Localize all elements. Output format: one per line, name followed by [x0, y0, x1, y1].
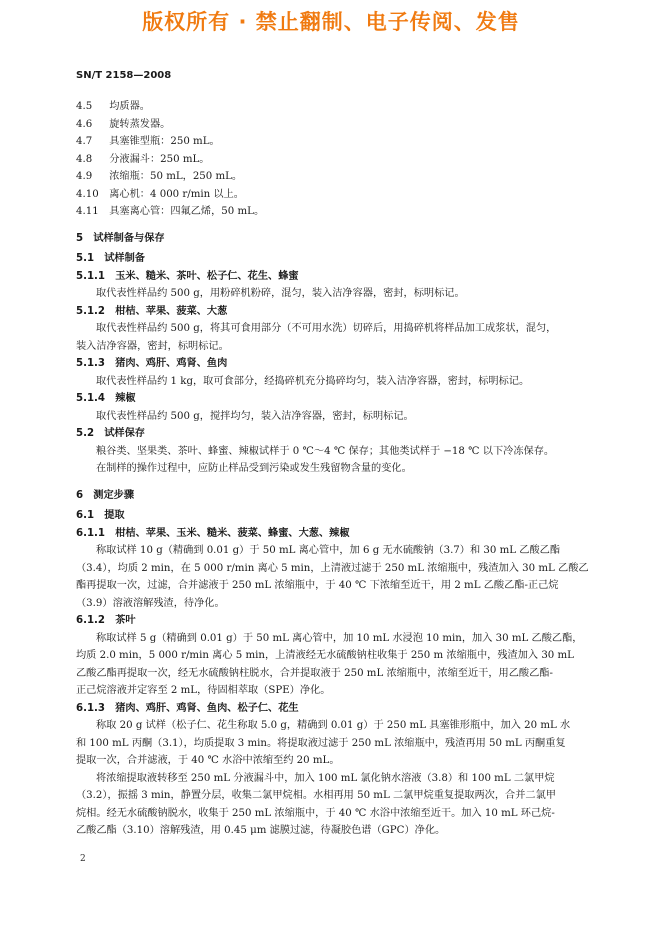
item-number: 4.10	[76, 188, 99, 200]
subsection-heading: 6.1 提取	[76, 510, 125, 521]
item-number: 4.5	[76, 101, 93, 112]
list-item	[76, 151, 588, 169]
paragraph-line: 称取 20 g 试样（松子仁、花生称取 5.0 g，精确到 0.01 g）于 250 mL 具塞锥形瓶中，加入 20 mL 水	[96, 720, 571, 731]
item-text: 离心机：4 000 r/min 以上。	[109, 188, 244, 200]
item-number: 4.7	[76, 136, 93, 147]
paragraph-line: 正己烷溶液并定容至 2 mL，待固相萃取（SPE）净化。	[76, 685, 331, 696]
page-number: 2	[80, 854, 86, 864]
subsection-heading: 5.1.3 猪肉、鸡肝、鸡肾、鱼肉	[76, 358, 228, 369]
paragraph-line: 称取试样 10 g（精确到 0.01 g）于 50 mL 离心管中，加 6 g 无水硫酸钠（3.7）和 30 mL 乙酸乙酯	[96, 545, 561, 556]
item-text: 均质器。	[109, 101, 150, 112]
section-heading: 6 测定步骤	[76, 489, 135, 501]
watermark-banner: 版权所有 · 禁止翻制、电子传阅、发售	[142, 10, 520, 34]
paragraph-line: 取代表性样品约 500 g，将其可食用部分（不可用水洗）切碎后，用捣碎机将样品加工成浆状，混匀，	[96, 323, 557, 334]
list-item	[76, 133, 588, 151]
paragraph-line: 均质 2.0 min，5 000 r/min 离心 5 min，上清液经无水硫酸钠柱收集于 250 m 浓缩瓶中，残渣加入 30 mL	[76, 650, 574, 661]
list-item	[76, 168, 588, 186]
item-text: 具塞离心管：四氟乙烯，50 mL。	[109, 206, 265, 217]
paragraph-line: 酯再提取一次，过滤，合并滤液于 250 mL 浓缩瓶中，于 40 ℃ 下浓缩至近干，用 2 mL 乙酸乙酯-正己烷	[76, 580, 559, 591]
paragraph-line: （3.2），振摇 3 min，静置分层，收集二氯甲烷相。水相再用 50 mL 二氯甲烷重复提取两次，合并二氯甲	[76, 790, 556, 801]
paragraph-line: 装入洁净容器，密封，标明标记。	[76, 340, 229, 352]
paragraph-line: 烷相。经无水硫酸钠脱水，收集于 250 mL 浓缩瓶中，于 40 ℃ 水浴中浓缩至近干。加入 10 mL 环己烷-	[76, 807, 555, 819]
list-item	[76, 116, 588, 134]
paragraph-line: 提取一次，合并滤液，于 40 ℃ 水浴中浓缩至约 20 mL。	[76, 755, 340, 766]
subsection-heading: 6.1.3 猪肉、鸡肝、鸡肾、鱼肉、松子仁、花生	[76, 702, 299, 714]
list-item	[76, 186, 588, 204]
item-number: 4.8	[76, 153, 93, 165]
subsection-heading: 5.1.4 辣椒	[76, 393, 136, 404]
paragraph-line: 乙酸乙酯（3.10）溶解残渣，用 0.45 μm 滤膜过滤，待凝胶色谱（GPC）净化。	[76, 825, 446, 836]
paragraph-line: 取代表性样品约 1 kg，取可食部分，经捣碎机充分捣碎均匀，装入洁净容器，密封，标明标记。	[96, 375, 530, 387]
item-text: 分液漏斗：250 mL。	[109, 153, 210, 165]
subsection-heading: 5.1.2 柑桔、苹果、菠菜、大葱	[76, 305, 228, 317]
list-item	[76, 203, 588, 221]
section-heading: 5 试样制备与保存	[76, 232, 165, 244]
item-number: 4.9	[76, 171, 93, 182]
item-number: 4.6	[76, 118, 93, 130]
paragraph-line: 取代表性样品约 500 g，搅拌均匀，装入洁净容器，密封，标明标记。	[96, 410, 414, 422]
item-text: 浓缩瓶：50 mL，250 mL。	[109, 171, 243, 182]
paragraph-line: （3.4），均质 2 min，在 5 000 r/min 离心 5 min，上清液过滤于 250 mL 浓缩瓶中，残渣加入 30 mL 乙酸乙	[76, 562, 589, 574]
subsection-heading: 5.1.1 玉米、糙米、茶叶、松子仁、花生、蜂蜜	[76, 270, 299, 282]
subsection-heading: 5.1 试样制备	[76, 253, 145, 264]
paragraph-line: （3.9）溶液溶解残渣，待净化。	[76, 597, 225, 609]
paragraph-line: 称取试样 5 g（精确到 0.01 g）于 50 mL 离心管中，加 10 mL 水浸泡 10 min，加入 30 mL 乙酸乙酯，	[96, 632, 583, 644]
item-text: 具塞锥型瓶：250 mL。	[109, 136, 220, 147]
paragraph-line: 和 100 mL 丙酮（3.1），均质提取 3 min。将提取液过滤于 250 mL 浓缩瓶中，残渣再用 50 mL 丙酮重复	[76, 737, 566, 749]
document-body	[76, 98, 588, 840]
subsection-heading: 6.1.2 茶叶	[76, 615, 136, 626]
paragraph-line: 在制样的操作过程中，应防止样品受到污染或发生残留物含量的变化。	[96, 463, 412, 474]
paragraph-line: 取代表性样品约 500 g，用粉碎机粉碎，混匀，装入洁净容器，密封，标明标记。	[96, 288, 465, 299]
paragraph-line: 粮谷类、坚果类、茶叶、蜂蜜、辣椒试样于 0 ℃～4 ℃ 保存；其他类试样于 −18 ℃ 以下冷冻保存。	[96, 445, 555, 457]
paragraph-line: 将浓缩提取液转移至 250 mL 分液漏斗中，加入 100 mL 氯化钠水溶液（3.8）和 100 mL 二氯甲烷	[96, 772, 555, 784]
paragraph-line: 乙酸乙酯再提取一次，经无水硫酸钠柱脱水，合并提取液于 250 mL 浓缩瓶中，浓缩至近干，用乙酸乙酯-	[76, 667, 553, 679]
standard-code: SN/T 2158—2008	[76, 70, 172, 81]
subsection-heading: 5.2 试样保存	[76, 428, 145, 439]
item-number: 4.11	[76, 206, 99, 217]
subsection-heading: 6.1.1 柑桔、苹果、玉米、糙米、菠菜、蜂蜜、大葱、辣椒	[76, 527, 350, 539]
list-item	[76, 98, 588, 116]
item-text: 旋转蒸发器。	[109, 118, 171, 130]
